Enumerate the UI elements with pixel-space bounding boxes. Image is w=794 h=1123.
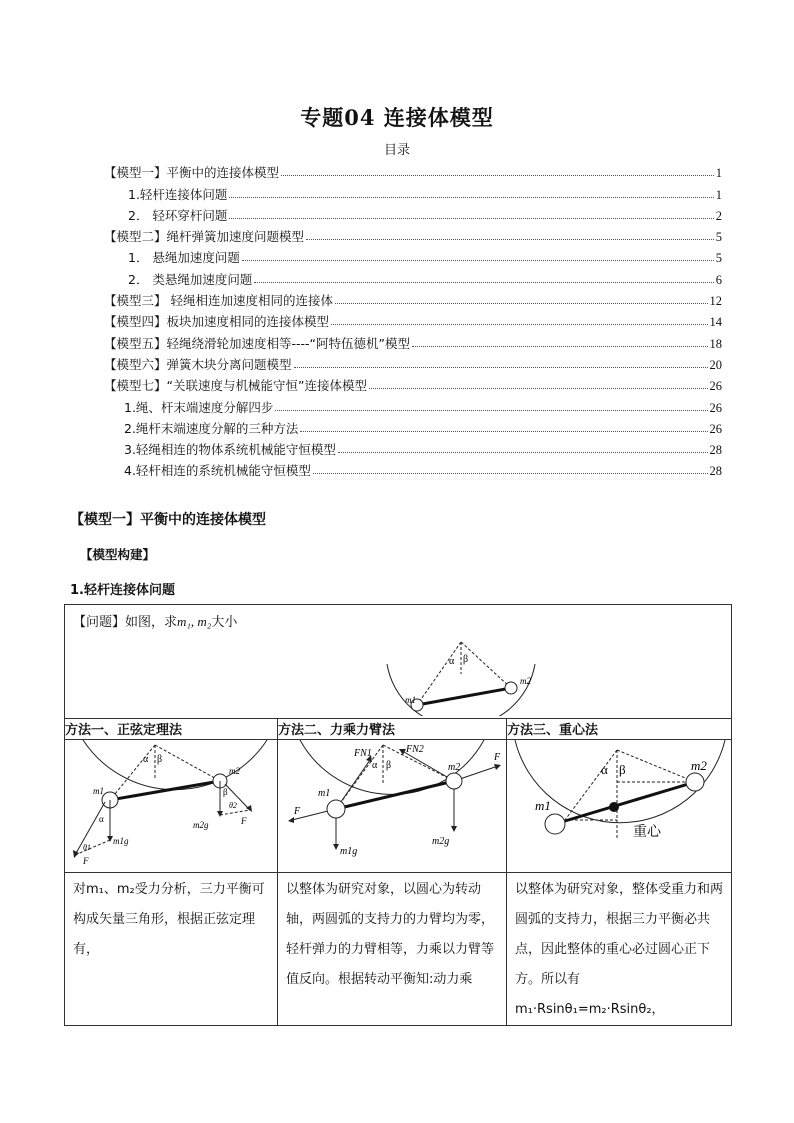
- svg-text:m2: m2: [448, 762, 461, 773]
- toc-entry-label: 【模型三】 轻绳相连加速度相同的连接体: [104, 293, 333, 309]
- section-heading: 【模型一】平衡中的连接体模型: [70, 512, 266, 528]
- toc-entry[interactable]: [104, 203, 722, 224]
- toc-leader-dots: [275, 410, 707, 411]
- svg-text:F: F: [83, 856, 89, 866]
- toc-entry[interactable]: [104, 160, 722, 181]
- toc-leader-dots: [338, 452, 708, 453]
- svg-text:θ2: θ2: [229, 801, 237, 810]
- svg-text:α: α: [601, 762, 608, 777]
- toc-leader-dots: [281, 175, 714, 176]
- svg-text:FN2: FN2: [406, 744, 424, 755]
- method-1-diagram-cell: [65, 740, 278, 873]
- toc-entry[interactable]: [104, 245, 722, 266]
- toc-entry-page: 18: [709, 336, 722, 351]
- method-1-title: 方法一、正弦定理法: [65, 719, 278, 740]
- toc-leader-dots: [369, 388, 708, 389]
- torque-diagram: [278, 740, 506, 868]
- toc-leader-dots: [412, 346, 708, 347]
- toc-leader-dots: [294, 367, 708, 368]
- toc-entry-page: 6: [715, 272, 722, 287]
- toc-entry-page: 26: [709, 400, 722, 415]
- cg-label: 重心: [633, 824, 661, 840]
- method-3-text-cell: [507, 873, 732, 1026]
- toc-entry[interactable]: [104, 394, 722, 415]
- toc-entry[interactable]: [104, 181, 722, 202]
- method-2-title: 方法二、力乘力臂法: [278, 719, 507, 740]
- toc-entry-page: 1: [715, 187, 722, 202]
- toc-entry[interactable]: [104, 330, 722, 351]
- toc-entry-label: 【模型四】板块加速度相同的连接体模型: [104, 314, 330, 330]
- toc-leader-dots: [300, 431, 707, 432]
- svg-text:F: F: [294, 806, 301, 817]
- method-3-diagram-cell: [507, 740, 732, 873]
- svg-text:m2: m2: [229, 766, 240, 776]
- section-subheading: 【模型构建】: [80, 547, 156, 562]
- method-1-text-cell: [65, 873, 278, 1026]
- toc-entry-label: 【模型一】平衡中的连接体模型: [104, 165, 280, 181]
- method-3-text: 以整体为研究对象，整体受重力和两圆弧的支持力，根据三力平衡必共点，因此整体的重心必过圆心正下方。所以有 m₁·Rsinθ₁=m₂·Rsinθ₂，: [515, 882, 724, 1017]
- question-vars: m₁, m₂: [177, 614, 212, 629]
- toc-entry[interactable]: [104, 288, 722, 309]
- question-cell: [65, 605, 732, 719]
- alpha-label: α: [449, 656, 455, 667]
- toc-entry-page: 1: [715, 166, 722, 181]
- question-text: 【问题】如图，求m₁, m₂大小: [73, 614, 238, 630]
- toc-leader-dots: [331, 324, 707, 325]
- toc-entry-label: 【模型七】“关联速度与机械能守恒”连接体模型: [104, 378, 367, 394]
- svg-text:α: α: [99, 814, 104, 824]
- toc-entry[interactable]: [104, 437, 722, 458]
- toc-entry-label: 1.轻杆连接体问题: [128, 186, 228, 202]
- svg-text:m2: m2: [520, 676, 531, 686]
- question-diagram: [65, 626, 729, 716]
- method-2-text-cell: [278, 873, 507, 1026]
- table-of-contents: [104, 160, 722, 479]
- svg-text:β: β: [157, 754, 163, 765]
- method-1-text: 对m₁、m₂受力分析，三力平衡可构成矢量三角形，根据正弦定理有，: [73, 882, 265, 957]
- toc-entry-label: 1． 悬绳加速度问题: [128, 250, 240, 266]
- svg-text:FN1: FN1: [354, 748, 372, 759]
- toc-leader-dots: [229, 197, 713, 198]
- model-table: [64, 604, 732, 1026]
- toc-leader-dots: [313, 473, 708, 474]
- toc-entry[interactable]: [104, 266, 722, 287]
- svg-text:β: β: [386, 760, 392, 771]
- toc-entry-page: 5: [715, 251, 722, 266]
- svg-text:β: β: [463, 654, 469, 665]
- toc-entry[interactable]: [104, 373, 722, 394]
- toc-leader-dots: [229, 218, 713, 219]
- toc-entry-label: 2． 类悬绳加速度问题: [128, 271, 253, 287]
- section-item-heading: 1.轻杆连接体问题: [70, 583, 175, 598]
- method-2-diagram-cell: [278, 740, 507, 873]
- svg-text:β: β: [223, 787, 228, 797]
- toc-entry[interactable]: [104, 309, 722, 330]
- toc-entry-page: 28: [709, 464, 722, 479]
- toc-entry-label: 【模型五】轻绳绕滑轮加速度相等----“阿特伍德机”模型: [104, 335, 410, 351]
- toc-entry-page: 5: [715, 230, 722, 245]
- toc-entry[interactable]: [104, 352, 722, 373]
- method-2-text: 以整体为研究对象，以圆心为转动轴，两圆弧的支持力的力臂均为零，轻杆弹力的力臂相等，力乘以力臂等值反向。根据转动平衡知:动力乘: [286, 882, 495, 987]
- toc-entry-page: 28: [709, 443, 722, 458]
- toc-entry-label: 3.轻绳相连的物体系统机械能守恒模型: [124, 442, 336, 458]
- svg-text:m2g: m2g: [432, 836, 450, 847]
- svg-text:F: F: [241, 816, 247, 826]
- center-of-gravity-diagram: [507, 740, 731, 868]
- toc-entry-page: 14: [709, 315, 722, 330]
- toc-entry-label: 4.轻杆相连的系统机械能守恒模型: [124, 463, 311, 479]
- toc-entry-page: 2: [715, 208, 722, 223]
- svg-text:m1: m1: [405, 695, 416, 705]
- svg-text:m1: m1: [535, 798, 551, 813]
- toc-leader-dots: [242, 260, 714, 261]
- toc-entry-page: 20: [709, 357, 722, 372]
- svg-text:m2: m2: [691, 758, 707, 773]
- toc-leader-dots: [335, 303, 708, 304]
- toc-entry-label: 【模型二】绳杆弹簧加速度问题模型: [104, 229, 305, 245]
- toc-leader-dots: [306, 239, 714, 240]
- svg-text:α: α: [372, 760, 378, 771]
- toc-entry[interactable]: [104, 458, 722, 479]
- svg-text:β: β: [619, 762, 626, 777]
- toc-entry-label: 【模型六】弹簧木块分离问题模型: [104, 356, 292, 372]
- sine-law-diagram: [65, 740, 277, 868]
- toc-entry-label: 1.绳、杆末端速度分解四步: [124, 399, 274, 415]
- method-3-title: 方法三、重心法: [507, 719, 732, 740]
- svg-text:θ1: θ1: [83, 843, 91, 852]
- svg-text:m1: m1: [318, 788, 331, 799]
- toc-entry[interactable]: [104, 224, 722, 245]
- toc-entry-page: 26: [709, 379, 722, 394]
- toc-entry-label: 2． 轻环穿杆问题: [128, 207, 228, 223]
- toc-entry-label: 2.绳杆末端速度分解的三种方法: [124, 420, 299, 436]
- page-title: 专题04 连接体模型: [300, 105, 494, 130]
- svg-text:m1g: m1g: [113, 836, 129, 846]
- toc-entry-page: 12: [709, 294, 722, 309]
- svg-text:m2g: m2g: [193, 820, 209, 830]
- svg-text:F: F: [494, 752, 501, 763]
- toc-leader-dots: [254, 282, 713, 283]
- svg-text:m1: m1: [93, 786, 104, 796]
- toc-entry[interactable]: [104, 416, 722, 437]
- toc-heading: 目录: [383, 143, 410, 158]
- toc-entry-page: 26: [709, 421, 722, 436]
- svg-text:α: α: [143, 754, 149, 765]
- svg-text:m1g: m1g: [340, 846, 358, 857]
